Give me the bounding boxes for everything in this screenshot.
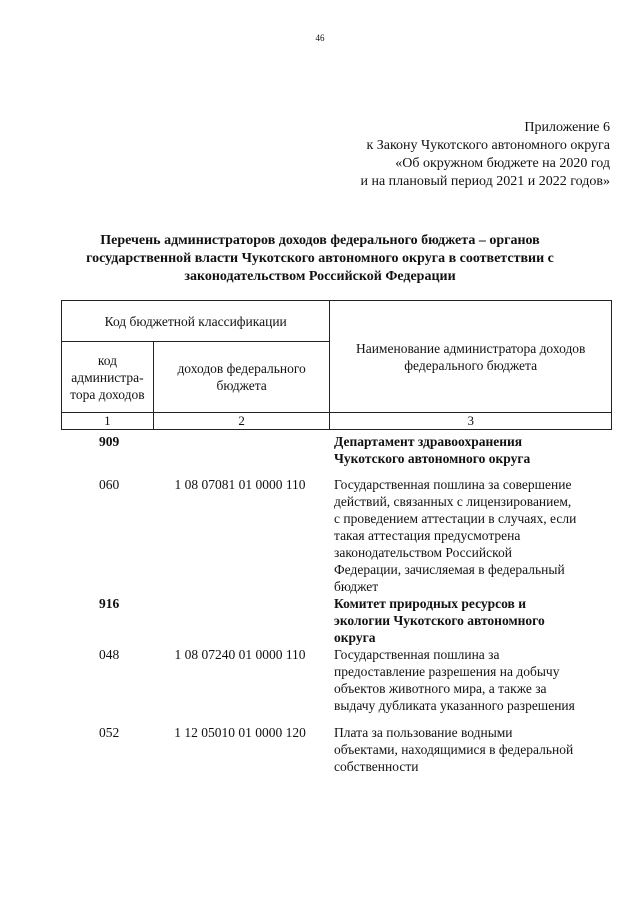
name-line: с проведением аттестации в случаях, если: [334, 511, 577, 526]
name-line: законодательством Российской: [334, 545, 512, 560]
title-line: государственной власти Чукотского автономного округа в соответствии с: [86, 251, 554, 266]
name-line: Государственная пошлина за: [334, 647, 500, 662]
header-col2: доходов федерального бюджета: [153, 342, 330, 413]
name-line: Плата за пользование водными: [334, 725, 513, 740]
table-row: [61, 433, 612, 467]
appendix-reference: [360, 119, 610, 191]
name-line: Государственная пошлина за совершение: [334, 477, 572, 492]
admin-name: [328, 595, 612, 646]
revenue-code: 1 08 07240 01 0000 110: [174, 647, 306, 662]
revenue-name: [328, 476, 612, 595]
name-line: выдачу дубликата указанного разрешения: [334, 698, 575, 713]
page-number: 46: [315, 33, 325, 43]
header-group-label: Код бюджетной классификации: [62, 301, 330, 342]
admin-code: 060: [99, 477, 120, 492]
name-line: Федерации, зачисляемая в федеральный: [334, 562, 565, 577]
name-line: экологии Чукотского автономного: [334, 613, 545, 628]
revenue-code: [152, 595, 328, 646]
table-row: [61, 595, 612, 646]
name-line: бюджет: [334, 579, 379, 594]
name-line: Департамент здравоохранения: [334, 434, 523, 449]
header-col1: код администра-тора доходов: [62, 342, 154, 413]
name-line: Чукотского автономного округа: [334, 451, 531, 466]
table-row: [61, 724, 612, 775]
name-line: собственности: [334, 759, 419, 774]
appendix-line: к Закону Чукотского автономного округа: [366, 138, 610, 153]
name-line: Комитет природных ресурсов и: [334, 596, 527, 611]
name-line: действий, связанных с лицензированием,: [334, 494, 572, 509]
appendix-line: и на плановый период 2021 и 2022 годов»: [360, 174, 610, 189]
table-row: [61, 646, 612, 714]
admin-code: 916: [99, 596, 120, 611]
table-row: [61, 476, 612, 595]
title-line: Перечень администраторов доходов федерального бюджета – органов: [100, 233, 540, 248]
appendix-line: «Об окружном бюджете на 2020 год: [395, 156, 610, 171]
title-line: законодательством Российской Федерации: [184, 269, 456, 284]
name-line: округа: [334, 630, 376, 645]
revenue-name: [328, 646, 612, 714]
revenue-code: 1 08 07081 01 0000 110: [174, 477, 306, 492]
name-line: объектами, находящимися в федеральной: [334, 742, 574, 757]
name-line: такая аттестация предусмотрена: [334, 528, 521, 543]
admin-code: 052: [99, 725, 120, 740]
header-num3: 3: [330, 413, 612, 430]
appendix-line: Приложение 6: [524, 120, 610, 135]
header-num1: 1: [62, 413, 154, 430]
revenue-name: [328, 724, 612, 775]
admin-name: [328, 433, 612, 467]
table-body: [61, 433, 612, 779]
header-num2: 2: [153, 413, 330, 430]
admin-code: 909: [99, 434, 120, 449]
revenue-code: [152, 433, 328, 467]
name-line: объектов животного мира, а также за: [334, 681, 547, 696]
revenue-code: 1 12 05010 01 0000 120: [174, 725, 306, 740]
header-col3: Наименование администратора доходов федерального бюджета: [330, 301, 612, 413]
name-line: предоставление разрешения на добычу: [334, 664, 560, 679]
classification-table-header: [61, 300, 612, 430]
admin-code: 048: [99, 647, 120, 662]
document-title: [40, 232, 600, 286]
